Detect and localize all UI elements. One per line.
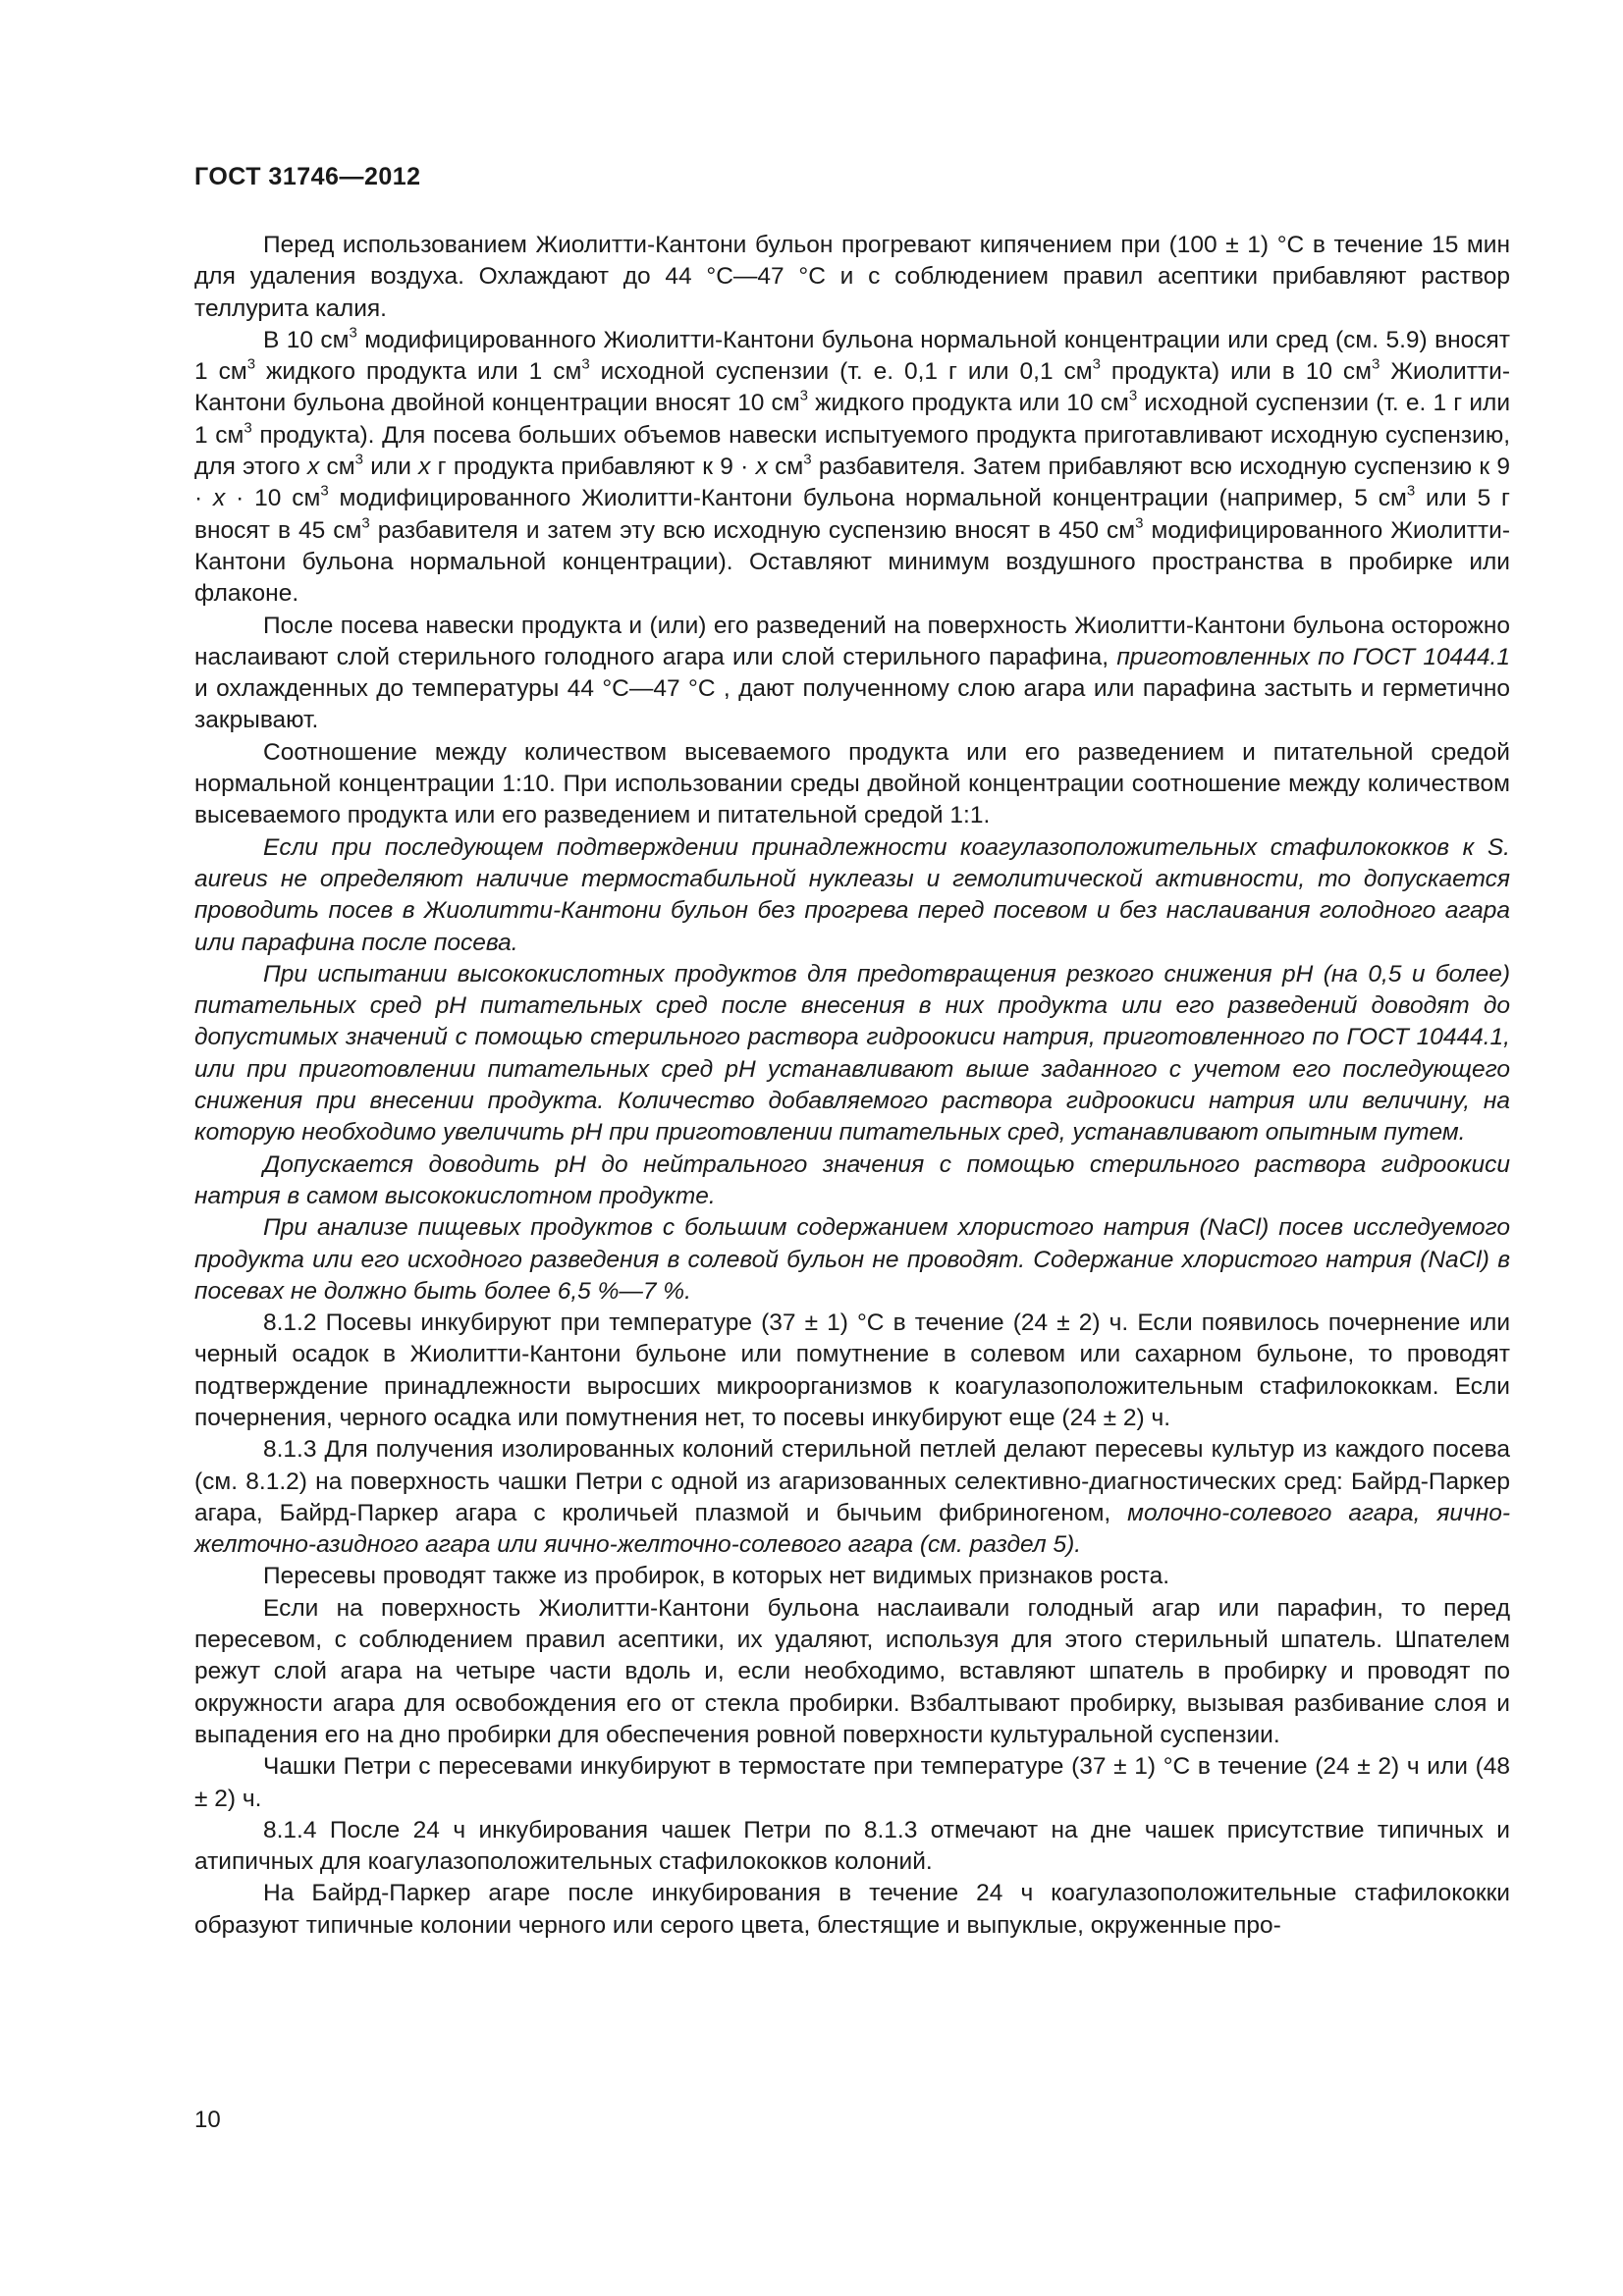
paragraph-italic: Если при последующем подтверждении принадлежности коагулазоположительных стафилококков к S. aureus не определяют наличие термостабильной нуклеазы и гемолитической активности, то допускается проводить посев в Жиолитти-Кантони бульон без прогрева перед посевом и без наслаивания голодного агара или парафина после посева. xyxy=(194,833,1510,956)
paragraph: Пересевы проводят также из пробирок, в которых нет видимых признаков роста. xyxy=(263,1563,1170,1590)
paragraph: После посева навески продукта и (или) его разведений на поверхность Жиолитти-Кантони бульона осторожно наслаивают слой стерильного голодного агара или слой стерильного парафина, приготовленных по ГОСТ 10444.1 и охлажденных до температуры 44 °С—47 °С , дают полученному слою агара или парафина застыть и герметично закрывают. xyxy=(194,612,1510,734)
paragraph-italic: Допускается доводить рН до нейтрального значения с помощью стерильного раствора гидроокиси натрия в самом высококислотном продукте. xyxy=(194,1150,1510,1209)
paragraph: 8.1.4 После 24 ч инкубирования чашек Петри по 8.1.3 отмечают на дне чашек присутствие типичных и атипичных для коагулазоположительных стафилококков колоний. xyxy=(194,1816,1510,1876)
page-number: 10 xyxy=(194,2107,221,2133)
document-header: ГОСТ 31746—2012 xyxy=(194,163,421,190)
paragraph: 8.1.3 Для получения изолированных колоний стерильной петлей делают пересевы культур из каждого посева (см. 8.1.2) на поверхность чашки Петри с одной из агаризованных селективно-диагностических сред: Байрд-Паркер агара, Байрд-Паркер агара с кроличьей плазмой и бычьим фибриногеном, молочно-солевого агара, яично-желточно-азидного агара или яично-желточно-солевого агара (см. раздел 5). xyxy=(194,1436,1511,1559)
paragraph: Чашки Петри с пересевами инкубируют в термостате при температуре (37 ± 1) °С в течение (24 ± 2) ч или (48 ± 2) ч. xyxy=(194,1753,1510,1812)
paragraph-italic: При анализе пищевых продуктов с большим содержанием хлористого натрия (NaCl) посев исследуемого продукта или его исходного разведения в солевой бульон не проводят. Содержание хлористого натрия (NaCl) в посевах не должно быть более 6,5 %—7 %. xyxy=(194,1214,1510,1305)
paragraph: Перед использованием Жиолитти-Кантони бульон прогревают кипячением при (100 ± 1) °С в течение 15 мин для удаления воздуха. Охлаждают до 44 °С—47 °С и с соблюдением правил асептики прибавляют раствор теллурита калия. xyxy=(194,232,1510,322)
paragraph: В 10 $см^3$ модифицированного Жиолитти-Кантони бульона нормальной концентрации или сред (см. 5.9) вносят 1 $см^3$ жидкого продукта или 1 $см^3$ исходной суспензии (т. е. 0,1 г или 0,1 $см^3$ продукта) или в 10 $см^3$ Жиолитти-Кантони бульона двойной концентрации вносят 10 $см^3$ жидкого продукта или 10 $см^3$ исходной суспензии (т. е. 1 г или 1 $см^3$ продукта). Для посева больших объемов навески испытуемого продукта приготавливают исходную суспензию, для этого х $см^3$ или х г продукта прибавляют к 9 · х $см^3$ разбавителя. Затем прибавляют всю исходную суспензию к 9 · х · 10 $см^3$ модифицированного Жиолитти-Кантони бульона нормальной концентрации (например, 5 $см^3$ или 5 г вносят в 45 $см^3$ разбавителя и затем эту всю исходную суспензию вносят в 450 $см^3$ модифицированного Жиолитти-Кантони бульона нормальной концентрации). Оставляют минимум воздушного пространства в пробирке или флаконе. xyxy=(194,324,1511,608)
document-body xyxy=(194,230,1510,1942)
paragraph-italic: При испытании высококислотных продуктов для предотвращения резкого снижения рН (на 0,5 и более) питательных сред рН питательных сред после внесения в них продукта или его разведений доводят до допустимых значений с помощью стерильного раствора гидроокиси натрия, приготовленного по ГОСТ 10444.1, или при приготовлении питательных сред рН устанавливают выше заданного с учетом его последующего снижения при внесении продукта. Количество добавляемого раствора гидроокиси натрия или величину, на которую необходимо увеличить рН при приготовлении питательных сред, устанавливают опытным путем. xyxy=(194,960,1510,1147)
paragraph: 8.1.2 Посевы инкубируют при температуре (37 ± 1) °С в течение (24 ± 2) ч. Если появилось почернение или черный осадок в Жиолитти-Кантони бульоне или помутнение в солевом или сахарном бульоне, то проводят подтверждение принадлежности выросших микроорганизмов к коагулазоположительным стафилококкам. Если почернения, черного осадка или помутнения нет, то посевы инкубируют еще (24 ± 2) ч. xyxy=(194,1309,1510,1431)
paragraph: Если на поверхность Жиолитти-Кантони бульона наслаивали голодный агар или парафин, то перед пересевом, с соблюдением правил асептики, их удаляют, используя для этого стерильный шпатель. Шпателем режут слой агара на четыре части вдоль и, если необходимо, вставляют шпатель в пробирку и проводят по окружности агара для освобождения его от стекла пробирки. Взбалтывают пробирку, вызывая разбивание слоя и выпадения его на дно пробирки для обеспечения ровной поверхности культуральной суспензии. xyxy=(194,1594,1510,1748)
paragraph: Соотношение между количеством высеваемого продукта или его разведением и питательной средой нормальной концентрации 1:10. При использовании среды двойной концентрации соотношение между количеством высеваемого продукта или его разведением и питательной средой 1:1. xyxy=(194,738,1510,829)
paragraph: На Байрд-Паркер агаре после инкубирования в течение 24 ч коагулазоположительные стафилококки образуют типичные колонии черного или серого цвета, блестящие и выпуклые, окруженные про- xyxy=(194,1880,1510,1939)
